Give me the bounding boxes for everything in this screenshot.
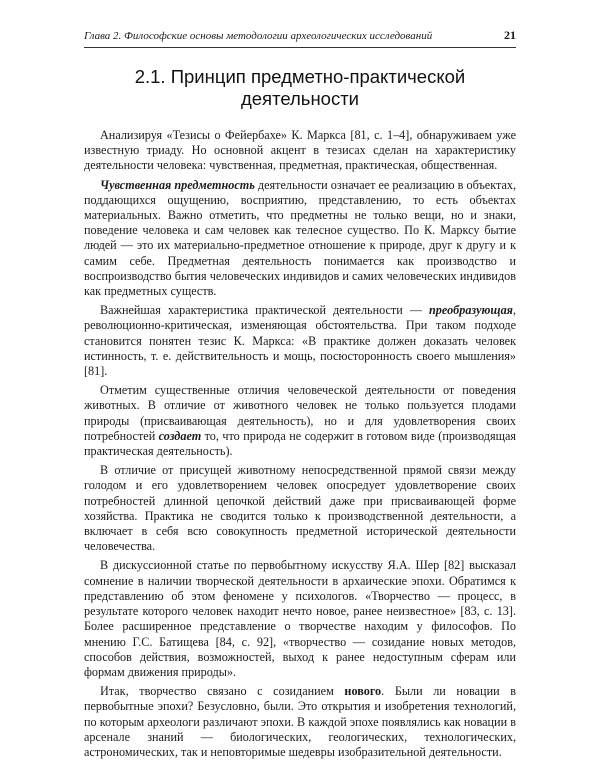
paragraph-3	[84, 303, 516, 379]
emphasis-term: создает	[158, 428, 202, 443]
emphasis-term: Чувственная предметность	[100, 177, 255, 192]
paragraph-text: В дискуссионной статье по первобытному искусству Я.А. Шер [82] высказал сомнение в наличии творческой деятельности в архаические эпохи. Обратимся к представлению об этом феномене у психологов. «Творчество — процесс, в результате которого человек находит нечто новое, ранее неизвестное» [83, с. 13]. Более расширенное представление о творчестве находим у философов. По мнению Г.С. Батищева [84, с. 92], «творчество — созидание новых методов, способов действия, возможностей, выход к ранее недоступным сферам или формам движения природы».	[84, 558, 516, 679]
paragraph-text-after: . Были ли новации в первобытные эпохи? Безусловно, были. Это открытия и изобретения технологий, по которым археологи различают эпохи. В каждой эпохе появлялись как новации в арсенале знаний — биологических, геологических, технологических, астрономических, так и неповторимые шедевры изобразительной деятельности.	[84, 684, 516, 759]
page-number: 21	[504, 28, 516, 42]
paragraph-text-after: , революционно-критическая, изменяющая обстоятельства. При таком подходе становится понятен тезис К. Маркса: «В практике должен доказать человек истинность, т. е. действительность и мощь, посюсторонность своего мышления» [81].	[84, 303, 516, 379]
paragraph-text: деятельности означает ее реализацию в объектах, поддающихся ощущению, восприятию, представлению, то есть объектах материальных. Важно отметить, что предметны не только вещи, но и знаки, поведение человека и сам человек как телесное существо. По К. Марксу бытие людей — это их материально-предметное отношение к природе, друг к другу и к самим себе. Предметная деятельность понимается как производство и воспроизводство бытия человеческих индивидов и самих человеческих индивидов как предметных существ.	[84, 177, 516, 299]
paragraph-4	[84, 383, 516, 459]
paragraph-7	[84, 684, 516, 760]
book-page	[84, 28, 516, 764]
paragraph-text: Анализируя «Тезисы о Фейербахе» К. Маркса [81, с. 1–4], обнаруживаем уже известную триаду. Но основной акцент в тезисах сделан на характеристику деятельности человека: чувственная, предметная, практическая, общественная.	[84, 128, 516, 173]
paragraph-text-before: Отметим существенные отличия человеческой деятельности от поведения животных. В отличие от животного человек не только пользуется плодами природы (присваивающая деятельность), но и для удовлетворения своих потребностей	[84, 383, 516, 443]
paragraph-text-before: Итак, творчество связано с созиданием	[100, 684, 345, 699]
running-title: Глава 2. Философские основы методологии археологических исследований	[84, 30, 433, 42]
paragraph-text: В отличие от присущей животному непосредственной прямой связи между голодом и его удовлетворением человек опосредует удовлетворение своих потребностей длинной цепочкой действий даже при присваивающей форме хозяйства. Практика не сводится только к производственной деятельности, а включает в себя всю совокупность предметной исторической деятельности человечества.	[84, 463, 516, 554]
paragraph-5	[84, 463, 516, 554]
paragraph-6	[84, 558, 516, 680]
emphasis-term: преобразующая	[428, 303, 513, 318]
running-header	[84, 28, 516, 48]
paragraph-2	[84, 178, 516, 300]
paragraph-text-before: Важнейшая характеристика практической деятельности —	[100, 303, 429, 318]
section-title: 2.1. Принцип предметно-практической деятельности	[134, 66, 466, 109]
paragraph-text-after: то, что природа не содержит в готовом виде (производящая практическая деятельность).	[84, 428, 516, 459]
emphasis-term: нового	[344, 684, 382, 699]
paragraph-1	[84, 128, 516, 174]
